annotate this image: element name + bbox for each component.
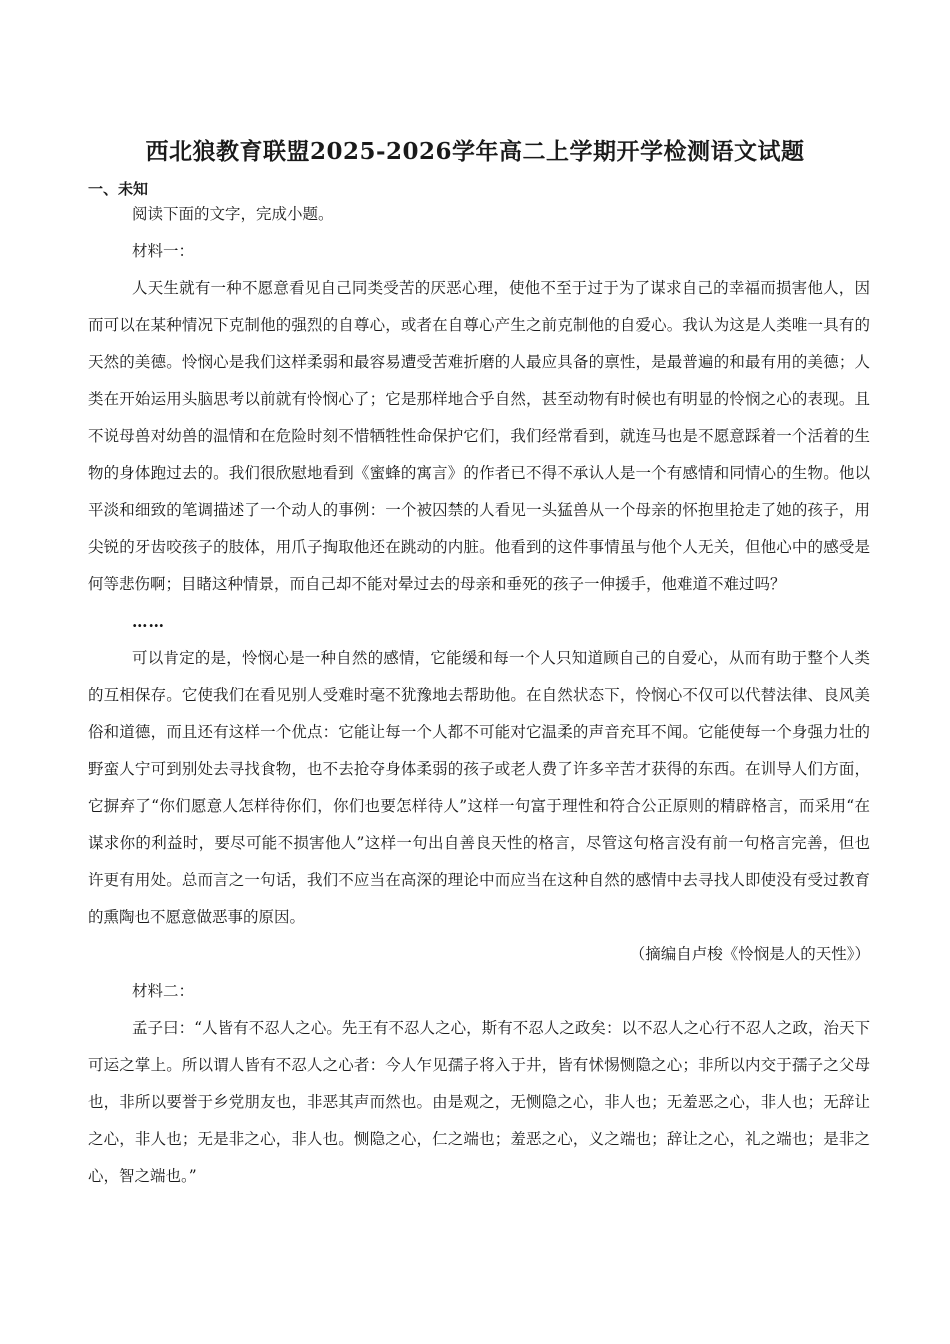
instruction-text: 阅读下面的文字，完成小题。 — [132, 205, 334, 223]
page-title: 西北狼教育联盟2025-2026学年高二上学期开学检测语文试题 — [145, 138, 805, 165]
ellipsis-line: …… — [132, 612, 165, 631]
reading-passage — [88, 196, 870, 1195]
material-two-paragraph-1: 孟子曰：“人皆有不忍人之心。先王有不忍人之心，斯有不忍人之政矣：以不忍人之心行不忍人之政，治天下可运之掌上。所以谓人皆有不忍人之心者：今人乍见孺子将入于井，皆有怵惕恻隐之心；非所以内交于孺子之父母也，非所以要誉于乡党朋友也，非恶其声而然也。由是观之，无恻隐之心，非人也；无羞恶之心，非人也；无辞让之心，非人也；无是非之心，非人也。恻隐之心，仁之端也；羞恶之心，义之端也；辞让之心，礼之端也；是非之心，智之端也。” — [88, 1019, 870, 1185]
material-one-paragraph-1: 人天生就有一种不愿意看见自己同类受苦的厌恶心理，使他不至于过于为了谋求自己的幸福而损害他人，因而可以在某种情况下克制他的强烈的自尊心，或者在自尊心产生之前克制他的自爱心。我认为这是人类唯一具有的天然的美德。怜悯心是我们这样柔弱和最容易遭受苦难折磨的人最应具备的禀性，是最普遍的和最有用的美德；人类在开始运用头脑思考以前就有怜悯心了；它是那样地合乎自然，甚至动物有时候也有明显的怜悯之心的表现。且不说母兽对幼兽的温情和在危险时刻不惜牺牲性命保护它们，我们经常看到，就连马也是不愿意踩着一个活着的生物的身体跑过去的。我们很欣慰地看到《蜜蜂的寓言》的作者已不得不承认人是一个有感情和同情心的生物。他以平淡和细致的笔调描述了一个动人的事例：一个被囚禁的人看见一头猛兽从一个母亲的怀抱里抢走了她的孩子，用尖锐的牙齿咬孩子的肢体，用爪子掏取他还在跳动的内脏。他看到的这件事情虽与他个人无关，但他心中的感受是何等悲伤啊；目睹这种情景，而自己却不能对晕过去的母亲和垂死的孩子一伸援手，他难道不难过吗？ — [88, 279, 870, 593]
material-one-paragraph-2: 可以肯定的是，怜悯心是一种自然的感情，它能缓和每一个人只知道顾自己的自爱心，从而有助于整个人类的互相保存。它使我们在看见别人受难时毫不犹豫地去帮助他。在自然状态下，怜悯心不仅可以代替法律、良风美俗和道德，而且还有这样一个优点：它能让每一个人都不可能对它温柔的声音充耳不闻。它能使每一个身强力壮的野蛮人宁可到别处去寻找食物，也不去抢夺身体柔弱的孩子或老人费了许多辛苦才获得的东西。在训导人们方面，它摒弃了“你们愿意人怎样待你们，你们也要怎样待人”这样一句富于理性和符合公正原则的精辟格言，而采用“在谋求你的利益时，要尽可能不损害他人”这样一句出自善良天性的格言，尽管这句格言没有前一句格言完善，但也许更有用处。总而言之一句话，我们不应当在高深的理论中而应当在这种自然的感情中去寻找人即使没有受过教育的熏陶也不愿意做恶事的原因。 — [88, 649, 870, 926]
section-heading: 一、未知 — [88, 180, 149, 198]
material-one-source: （摘编自卢梭《怜悯是人的天性》） — [629, 945, 870, 963]
material-one-label: 材料一： — [132, 242, 195, 260]
material-two-label: 材料二： — [132, 982, 195, 1000]
